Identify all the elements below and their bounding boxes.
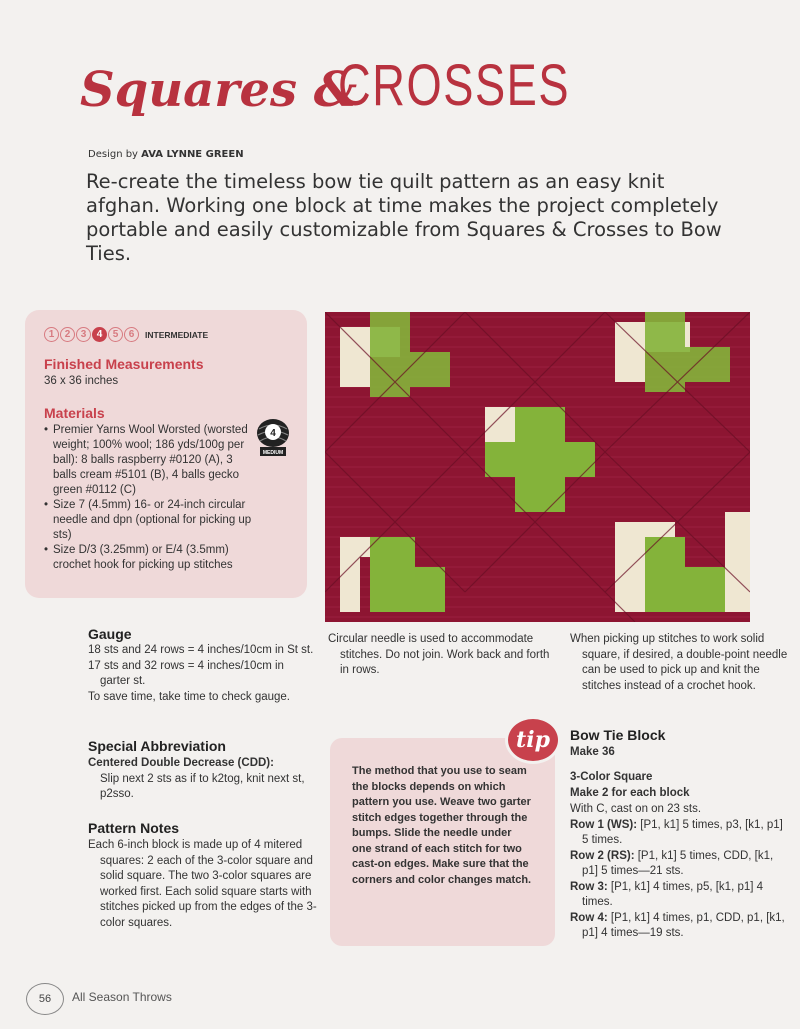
- gauge-line: To save time, take time to check gauge.: [88, 690, 290, 703]
- bowtie-make: Make 36: [570, 746, 615, 758]
- level-label: INTERMEDIATE: [145, 329, 209, 340]
- notes-heading: Pattern Notes: [88, 820, 180, 836]
- row-text: [P1, k1] 5 times, CDD, [k1, p1] 5 times—21 sts.: [582, 849, 774, 877]
- row-3: [570, 880, 792, 911]
- yarn-weight-number: 4: [270, 428, 276, 439]
- yarn-weight-label: MEDIUM: [262, 450, 284, 456]
- cast-on: With C, cast on on 23 sts.: [570, 803, 702, 815]
- material-item: • Size 7 (4.5mm) 16- or 24-inch circular needle and dpn (optional for picking up sts): [44, 498, 259, 543]
- level-6: 6: [124, 327, 139, 342]
- level-5: 5: [108, 327, 123, 342]
- row-2: [570, 849, 792, 880]
- book-title: All Season Throws: [72, 990, 172, 1004]
- level-1: 1: [44, 327, 59, 342]
- tip-badge: tip: [505, 716, 561, 764]
- row-4: [570, 911, 792, 942]
- level-2: 2: [60, 327, 75, 342]
- designer-prefix: Design by: [88, 149, 138, 160]
- notes-para-1-text: Each 6-inch block is made up of 4 mitered squares: 2 each of the 3-color square and solid square. The two 3-color squares are worked first. Each solid square starts with stitches picked up from the edges of the 3-color squares.: [88, 839, 317, 929]
- gauge-heading: Gauge: [88, 626, 132, 642]
- level-4: 4: [92, 327, 107, 342]
- material-item: • Premier Yarns Wool Worsted (worsted weight; 100% wool; 186 yds/100g per ball): 8 balls raspberry #0120 (A), 3 balls cream #5101 (B), 4 balls gecko green #0112 (C): [44, 423, 259, 498]
- notes-para-1: [88, 838, 318, 931]
- designer-name: AVA LYNNE GREEN: [141, 149, 244, 160]
- gauge-line: 18 sts and 24 rows = 4 inches/10cm in St st.: [88, 644, 314, 656]
- row-1: [570, 818, 792, 849]
- bowtie-heading: Bow Tie Block: [570, 727, 666, 743]
- row-text: [P1, k1] 5 times, p3, [k1, p1] 5 times.: [582, 818, 783, 846]
- notes-para-2: [328, 632, 550, 679]
- intro-paragraph: Re-create the timeless bow tie quilt pattern as an easy knit afghan. Working one block at time makes the project completely portable and easily customizable from Squares & Crosses to Bow Ties.: [86, 170, 722, 265]
- row-label: Row 2 (RS):: [570, 849, 635, 862]
- tip-text: The method that you use to seam the blocks depends on which pattern you use. Weave two garter stitch edges together through the bumps. Slide the needle under one strand of each stitch for two cast-on edges. Make sure that the corners and color changes match.: [352, 765, 532, 886]
- yarn-weight-icon: [254, 413, 292, 459]
- materials-heading: Materials: [44, 405, 105, 421]
- notes-para-3-text: When picking up stitches to work solid square, if desired, a double-point needle can be used to pick up and knit the stitches instead of a crochet hook.: [570, 633, 788, 692]
- special-definition: Slip next 2 sts as if to k2tog, knit next st, p2sso.: [100, 772, 305, 800]
- square-make: Make 2 for each block: [570, 787, 690, 799]
- gauge-text: [88, 643, 316, 705]
- row-label: Row 4:: [570, 911, 608, 924]
- special-heading: Special Abbreviation: [88, 738, 226, 754]
- row-label: Row 3:: [570, 880, 608, 893]
- title-script: Squares &: [80, 62, 358, 118]
- level-3: 3: [76, 327, 91, 342]
- page-number: 56: [26, 983, 64, 1015]
- special-term: Centered Double Decrease (CDD):: [88, 757, 274, 769]
- notes-para-2-text: Circular needle is used to accommodate stitches. Do not join. Work back and forth in rows.: [328, 633, 550, 676]
- row-text: [P1, k1] 4 times, p1, CDD, p1, [k1, p1] 4 times—19 sts.: [582, 911, 785, 939]
- material-item: • Size D/3 (3.25mm) or E/4 (3.5mm) crochet hook for picking up stitches: [44, 543, 259, 573]
- finished-value: 36 x 36 inches: [44, 375, 119, 387]
- instructions: [570, 802, 792, 942]
- designer-credit: [88, 149, 244, 160]
- materials-list: [44, 423, 259, 573]
- row-text: [P1, k1] 4 times, p5, [k1, p1] 4 times.: [582, 880, 764, 908]
- special-text: [88, 756, 316, 803]
- square-heading: 3-Color Square: [570, 771, 653, 783]
- afghan-photo: [325, 312, 750, 622]
- skill-level: [44, 327, 208, 342]
- gauge-line: 17 sts and 32 rows = 4 inches/10cm in garter st.: [88, 659, 284, 687]
- row-label: Row 1 (WS):: [570, 818, 638, 831]
- finished-heading: Finished Measurements: [44, 356, 204, 372]
- title-caps: CROSSES: [338, 53, 571, 118]
- notes-para-3: [570, 632, 792, 694]
